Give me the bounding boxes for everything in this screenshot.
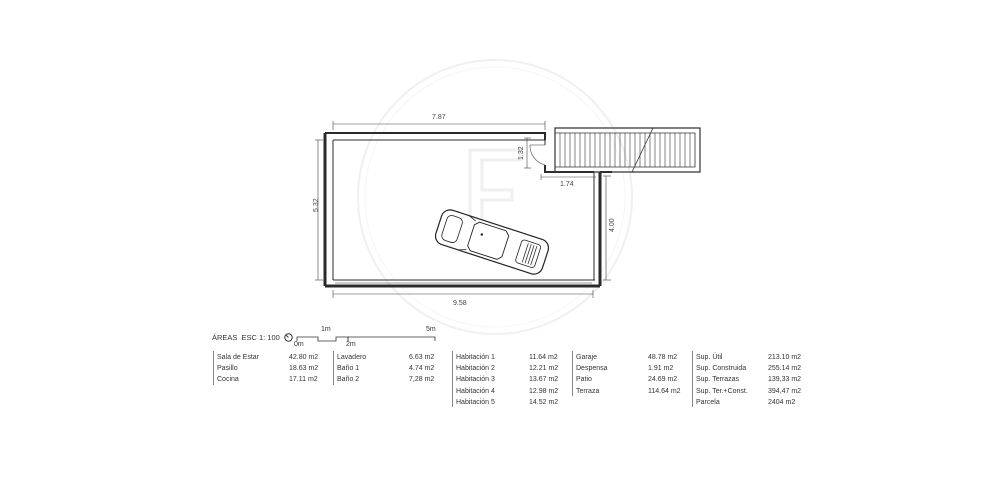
area-row: Habitación 3 13.67 m2 bbox=[456, 376, 559, 384]
area-row: Habitación 2 12.21 m2 bbox=[456, 365, 559, 373]
separator bbox=[692, 351, 693, 407]
area-row: Habitación 4 12.98 m2 bbox=[456, 387, 559, 395]
dim-top-width: 7.87 bbox=[432, 114, 446, 121]
area-row: Sup. Construida 255.14 m2 bbox=[696, 365, 802, 373]
area-row: Sala de Estar 42.80 m2 bbox=[217, 354, 319, 361]
area-row: Sup. Útil 213.10 m2 bbox=[696, 354, 802, 361]
areas-title: ÁREAS bbox=[212, 333, 238, 342]
area-row: Parcela 2404 m2 bbox=[696, 398, 796, 406]
separator bbox=[452, 351, 453, 407]
area-row: Sup. Ter.+Const. 394,47 m2 bbox=[696, 387, 802, 395]
area-row: Baño 2 7,28 m2 bbox=[337, 376, 435, 384]
dim-bottom-width: 9.58 bbox=[453, 300, 467, 307]
scale-2m: 2m bbox=[346, 341, 356, 348]
dim-right-height: 4.00 bbox=[609, 218, 616, 232]
areas-column-4 bbox=[576, 352, 681, 397]
area-row: Patio 24.69 m2 bbox=[576, 376, 678, 384]
area-row: Habitación 5 14.52 m2 bbox=[456, 398, 559, 406]
area-row: Despensa 1.91 m2 bbox=[576, 365, 674, 373]
scale-1m: 1m bbox=[321, 326, 331, 333]
scale-0m: 0m bbox=[294, 341, 304, 348]
area-row: Baño 1 4.74 m2 bbox=[337, 365, 435, 373]
dim-notch-width: 1.74 bbox=[560, 181, 574, 188]
areas-column-2 bbox=[337, 352, 434, 386]
areas-column-5 bbox=[696, 352, 801, 408]
area-row: Terraza 114.64 m2 bbox=[576, 387, 681, 395]
area-row: Pasillo 18.63 m2 bbox=[217, 365, 319, 373]
separator bbox=[213, 351, 214, 385]
separator bbox=[333, 351, 334, 385]
door-swing bbox=[530, 145, 545, 165]
separator bbox=[572, 351, 573, 396]
scale-5m: 5m bbox=[426, 326, 436, 333]
clock-icon bbox=[284, 333, 293, 342]
areas-header bbox=[212, 333, 293, 342]
area-row: Habitación 1 11.64 m2 bbox=[456, 354, 558, 361]
area-row: Garaje 48.78 m2 bbox=[576, 354, 678, 361]
dim-left-height: 5.32 bbox=[313, 198, 320, 212]
dim-notch-height: 1.32 bbox=[518, 146, 525, 160]
area-row: Cocina 17.11 m2 bbox=[217, 376, 318, 384]
areas-column-3 bbox=[456, 352, 558, 408]
scale-bar bbox=[297, 337, 435, 341]
areas-column-1 bbox=[217, 352, 318, 386]
area-row: Sup. Terrazas 139,33 m2 bbox=[696, 376, 802, 384]
car-icon bbox=[433, 208, 551, 277]
watermark-logo bbox=[358, 60, 632, 334]
area-row: Lavadero 6.63 m2 bbox=[337, 354, 435, 361]
scale-text: ESC 1: 100 bbox=[241, 333, 280, 342]
